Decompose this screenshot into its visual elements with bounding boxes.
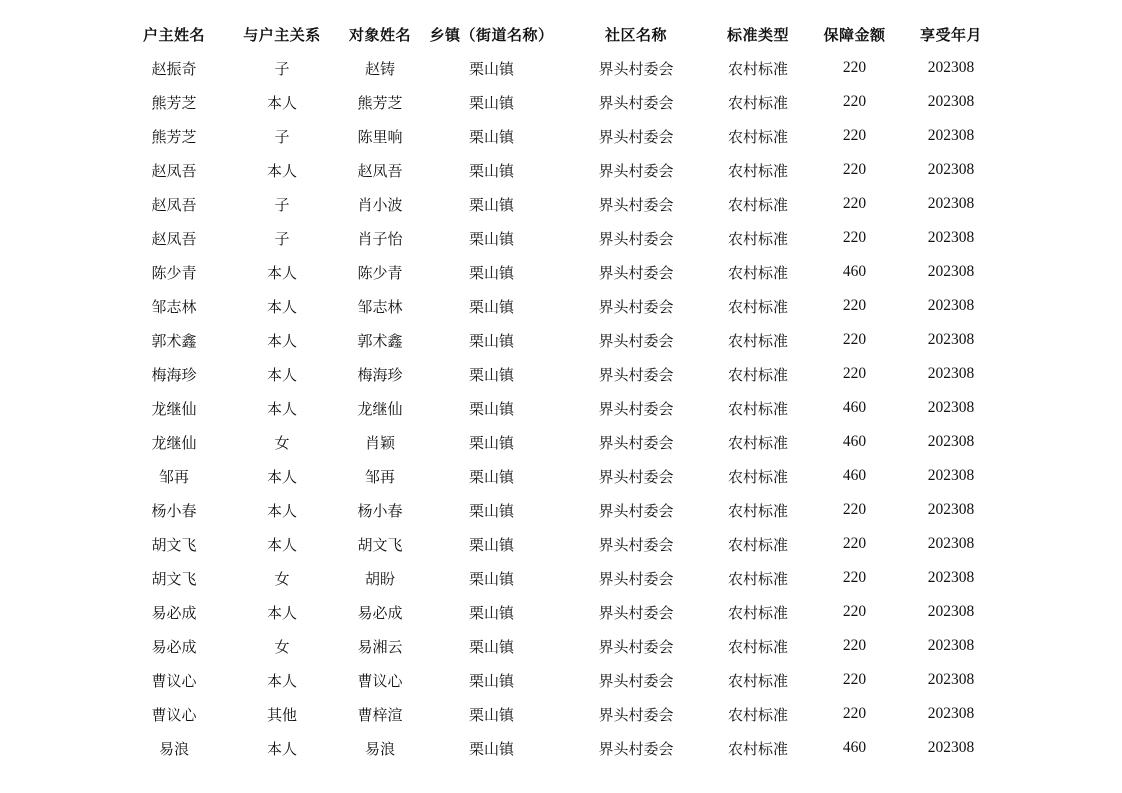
table-row xyxy=(120,697,996,731)
cell-amount: 220 xyxy=(842,93,867,110)
table-row xyxy=(120,595,996,629)
cell-amount: 220 xyxy=(842,637,867,654)
cell-relationship: 本人 xyxy=(266,161,297,180)
cell-standard-type: 农村标准 xyxy=(727,433,788,452)
cell-month: 202308 xyxy=(927,739,975,756)
cell-householder-name: 邹志林 xyxy=(151,297,197,316)
cell-community: 界头村委会 xyxy=(598,297,674,316)
cell-community: 界头村委会 xyxy=(598,637,674,656)
cell-standard-type: 农村标准 xyxy=(727,229,788,248)
cell-relationship: 本人 xyxy=(266,535,297,554)
cell-relationship: 子 xyxy=(274,195,290,214)
cell-relationship: 女 xyxy=(274,637,290,656)
cell-amount: 220 xyxy=(842,365,867,382)
cell-community: 界头村委会 xyxy=(598,229,674,248)
cell-recipient-name: 曹梓渲 xyxy=(357,705,403,724)
cell-township: 栗山镇 xyxy=(468,501,514,520)
cell-township: 栗山镇 xyxy=(468,671,514,690)
table-row xyxy=(120,187,996,221)
cell-householder-name: 熊芳芝 xyxy=(151,127,197,146)
cell-community: 界头村委会 xyxy=(598,433,674,452)
cell-month: 202308 xyxy=(927,263,975,280)
table-row xyxy=(120,459,996,493)
cell-householder-name: 赵振奇 xyxy=(151,59,197,78)
cell-recipient-name: 龙继仙 xyxy=(357,399,403,418)
table-row xyxy=(120,629,996,663)
cell-standard-type: 农村标准 xyxy=(727,501,788,520)
cell-month: 202308 xyxy=(927,195,975,212)
table-row xyxy=(120,289,996,323)
cell-month: 202308 xyxy=(927,59,975,76)
cell-householder-name: 胡文飞 xyxy=(151,569,197,588)
cell-month: 202308 xyxy=(927,637,975,654)
table-row xyxy=(120,391,996,425)
cell-standard-type: 农村标准 xyxy=(727,161,788,180)
table-row xyxy=(120,85,996,119)
cell-community: 界头村委会 xyxy=(598,365,674,384)
table-row xyxy=(120,663,996,697)
cell-relationship: 本人 xyxy=(266,603,297,622)
column-header-standard-type: 标准类型 xyxy=(726,25,789,44)
cell-householder-name: 曹议心 xyxy=(151,705,197,724)
cell-month: 202308 xyxy=(927,467,975,484)
table-body xyxy=(120,51,996,765)
cell-householder-name: 梅海珍 xyxy=(151,365,197,384)
cell-community: 界头村委会 xyxy=(598,263,674,282)
table-row xyxy=(120,493,996,527)
cell-householder-name: 陈少青 xyxy=(151,263,197,282)
cell-township: 栗山镇 xyxy=(468,161,514,180)
cell-community: 界头村委会 xyxy=(598,93,674,112)
cell-recipient-name: 易浪 xyxy=(364,739,395,758)
cell-township: 栗山镇 xyxy=(468,705,514,724)
cell-relationship: 本人 xyxy=(266,93,297,112)
column-header-township: 乡镇（街道名称） xyxy=(429,25,554,44)
cell-amount: 220 xyxy=(842,161,867,178)
recipient-table xyxy=(120,17,996,765)
cell-community: 界头村委会 xyxy=(598,161,674,180)
cell-relationship: 本人 xyxy=(266,331,297,350)
cell-amount: 220 xyxy=(842,195,867,212)
cell-relationship: 本人 xyxy=(266,399,297,418)
cell-recipient-name: 陈少青 xyxy=(357,263,403,282)
cell-community: 界头村委会 xyxy=(598,127,674,146)
cell-standard-type: 农村标准 xyxy=(727,93,788,112)
cell-relationship: 本人 xyxy=(266,263,297,282)
table-row xyxy=(120,357,996,391)
cell-recipient-name: 肖颖 xyxy=(364,433,395,452)
cell-amount: 220 xyxy=(842,603,867,620)
column-header-community: 社区名称 xyxy=(604,25,667,44)
cell-township: 栗山镇 xyxy=(468,93,514,112)
cell-recipient-name: 邹志林 xyxy=(357,297,403,316)
cell-householder-name: 熊芳芝 xyxy=(151,93,197,112)
cell-relationship: 本人 xyxy=(266,467,297,486)
cell-month: 202308 xyxy=(927,127,975,144)
table-row xyxy=(120,221,996,255)
cell-amount: 220 xyxy=(842,297,867,314)
cell-recipient-name: 胡盼 xyxy=(364,569,395,588)
table-header-row xyxy=(120,17,996,51)
column-header-amount: 保障金额 xyxy=(823,25,886,44)
table-row xyxy=(120,51,996,85)
cell-township: 栗山镇 xyxy=(468,263,514,282)
cell-amount: 220 xyxy=(842,671,867,688)
cell-householder-name: 易必成 xyxy=(151,603,197,622)
cell-recipient-name: 胡文飞 xyxy=(357,535,403,554)
cell-recipient-name: 陈里响 xyxy=(357,127,403,146)
cell-standard-type: 农村标准 xyxy=(727,569,788,588)
cell-relationship: 女 xyxy=(274,569,290,588)
cell-month: 202308 xyxy=(927,297,975,314)
cell-recipient-name: 赵凤吾 xyxy=(357,161,403,180)
cell-month: 202308 xyxy=(927,433,975,450)
cell-householder-name: 龙继仙 xyxy=(151,433,197,452)
cell-amount: 220 xyxy=(842,501,867,518)
cell-standard-type: 农村标准 xyxy=(727,705,788,724)
column-header-recipient-name: 对象姓名 xyxy=(348,25,411,44)
cell-householder-name: 赵凤吾 xyxy=(151,195,197,214)
cell-township: 栗山镇 xyxy=(468,569,514,588)
table-row xyxy=(120,153,996,187)
cell-recipient-name: 杨小春 xyxy=(357,501,403,520)
cell-relationship: 子 xyxy=(274,59,290,78)
cell-amount: 220 xyxy=(842,127,867,144)
table-row xyxy=(120,119,996,153)
cell-month: 202308 xyxy=(927,569,975,586)
cell-standard-type: 农村标准 xyxy=(727,365,788,384)
cell-householder-name: 曹议心 xyxy=(151,671,197,690)
cell-township: 栗山镇 xyxy=(468,59,514,78)
cell-community: 界头村委会 xyxy=(598,59,674,78)
cell-recipient-name: 邹再 xyxy=(364,467,395,486)
cell-community: 界头村委会 xyxy=(598,569,674,588)
cell-community: 界头村委会 xyxy=(598,535,674,554)
cell-standard-type: 农村标准 xyxy=(727,331,788,350)
cell-standard-type: 农村标准 xyxy=(727,467,788,486)
cell-relationship: 其他 xyxy=(266,705,297,724)
cell-relationship: 本人 xyxy=(266,297,297,316)
cell-township: 栗山镇 xyxy=(468,433,514,452)
cell-amount: 220 xyxy=(842,705,867,722)
cell-township: 栗山镇 xyxy=(468,365,514,384)
cell-month: 202308 xyxy=(927,399,975,416)
column-header-month: 享受年月 xyxy=(919,25,982,44)
cell-month: 202308 xyxy=(927,671,975,688)
cell-township: 栗山镇 xyxy=(468,637,514,656)
cell-relationship: 子 xyxy=(274,127,290,146)
cell-householder-name: 赵凤吾 xyxy=(151,229,197,248)
cell-recipient-name: 易必成 xyxy=(357,603,403,622)
cell-township: 栗山镇 xyxy=(468,297,514,316)
cell-month: 202308 xyxy=(927,365,975,382)
cell-householder-name: 易浪 xyxy=(158,739,189,758)
cell-standard-type: 农村标准 xyxy=(727,59,788,78)
table-row xyxy=(120,425,996,459)
cell-householder-name: 杨小春 xyxy=(151,501,197,520)
cell-relationship: 本人 xyxy=(266,739,297,758)
cell-standard-type: 农村标准 xyxy=(727,535,788,554)
cell-amount: 220 xyxy=(842,569,867,586)
table-row xyxy=(120,561,996,595)
column-header-householder-name: 户主姓名 xyxy=(142,25,205,44)
cell-township: 栗山镇 xyxy=(468,399,514,418)
cell-householder-name: 龙继仙 xyxy=(151,399,197,418)
cell-amount: 220 xyxy=(842,331,867,348)
cell-month: 202308 xyxy=(927,229,975,246)
cell-standard-type: 农村标准 xyxy=(727,127,788,146)
cell-amount: 460 xyxy=(842,399,867,416)
cell-standard-type: 农村标准 xyxy=(727,297,788,316)
cell-community: 界头村委会 xyxy=(598,705,674,724)
cell-amount: 220 xyxy=(842,59,867,76)
cell-township: 栗山镇 xyxy=(468,467,514,486)
cell-relationship: 女 xyxy=(274,433,290,452)
cell-community: 界头村委会 xyxy=(598,195,674,214)
cell-township: 栗山镇 xyxy=(468,229,514,248)
cell-recipient-name: 熊芳芝 xyxy=(357,93,403,112)
cell-community: 界头村委会 xyxy=(598,739,674,758)
cell-recipient-name: 易湘云 xyxy=(357,637,403,656)
cell-township: 栗山镇 xyxy=(468,331,514,350)
cell-recipient-name: 赵铸 xyxy=(364,59,395,78)
cell-community: 界头村委会 xyxy=(598,603,674,622)
cell-township: 栗山镇 xyxy=(468,603,514,622)
cell-month: 202308 xyxy=(927,705,975,722)
cell-month: 202308 xyxy=(927,93,975,110)
table-row xyxy=(120,323,996,357)
table-row xyxy=(120,527,996,561)
cell-standard-type: 农村标准 xyxy=(727,263,788,282)
cell-month: 202308 xyxy=(927,161,975,178)
cell-amount: 460 xyxy=(842,433,867,450)
cell-community: 界头村委会 xyxy=(598,399,674,418)
cell-amount: 220 xyxy=(842,535,867,552)
cell-recipient-name: 肖子怡 xyxy=(357,229,403,248)
cell-amount: 220 xyxy=(842,229,867,246)
table-row xyxy=(120,255,996,289)
cell-township: 栗山镇 xyxy=(468,195,514,214)
cell-amount: 460 xyxy=(842,739,867,756)
cell-recipient-name: 梅海珍 xyxy=(357,365,403,384)
cell-month: 202308 xyxy=(927,535,975,552)
cell-householder-name: 郭术鑫 xyxy=(151,331,197,350)
table-row xyxy=(120,731,996,765)
cell-community: 界头村委会 xyxy=(598,331,674,350)
cell-householder-name: 易必成 xyxy=(151,637,197,656)
cell-standard-type: 农村标准 xyxy=(727,739,788,758)
cell-standard-type: 农村标准 xyxy=(727,637,788,656)
cell-month: 202308 xyxy=(927,501,975,518)
cell-recipient-name: 郭术鑫 xyxy=(357,331,403,350)
cell-month: 202308 xyxy=(927,603,975,620)
cell-householder-name: 邹再 xyxy=(158,467,189,486)
cell-householder-name: 胡文飞 xyxy=(151,535,197,554)
column-header-relationship: 与户主关系 xyxy=(243,25,321,44)
cell-standard-type: 农村标准 xyxy=(727,399,788,418)
cell-month: 202308 xyxy=(927,331,975,348)
cell-township: 栗山镇 xyxy=(468,535,514,554)
cell-standard-type: 农村标准 xyxy=(727,671,788,690)
cell-householder-name: 赵凤吾 xyxy=(151,161,197,180)
cell-township: 栗山镇 xyxy=(468,739,514,758)
cell-community: 界头村委会 xyxy=(598,501,674,520)
cell-community: 界头村委会 xyxy=(598,671,674,690)
cell-recipient-name: 曹议心 xyxy=(357,671,403,690)
cell-standard-type: 农村标准 xyxy=(727,603,788,622)
cell-township: 栗山镇 xyxy=(468,127,514,146)
cell-relationship: 本人 xyxy=(266,501,297,520)
cell-relationship: 子 xyxy=(274,229,290,248)
cell-relationship: 本人 xyxy=(266,365,297,384)
cell-recipient-name: 肖小波 xyxy=(357,195,403,214)
cell-standard-type: 农村标准 xyxy=(727,195,788,214)
cell-amount: 460 xyxy=(842,467,867,484)
cell-amount: 460 xyxy=(842,263,867,280)
cell-relationship: 本人 xyxy=(266,671,297,690)
cell-community: 界头村委会 xyxy=(598,467,674,486)
